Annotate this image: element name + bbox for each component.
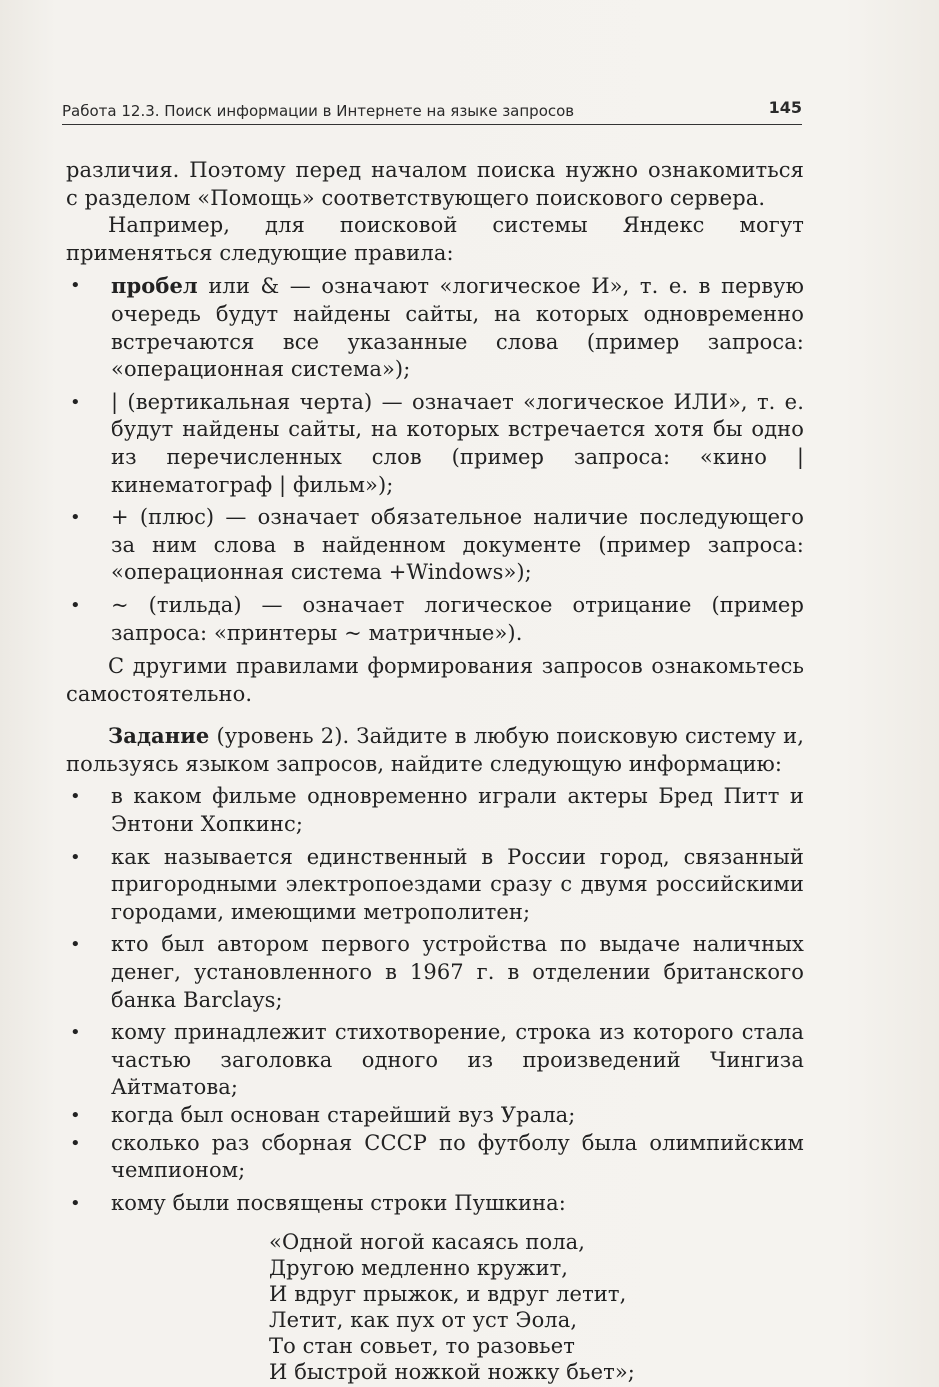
bullet-icon: • <box>70 846 81 868</box>
example-paragraph: Например, для поисковой системы Яндекс могут применяться следующие правила: <box>66 213 804 265</box>
question-item <box>66 1190 804 1218</box>
question-item <box>66 1019 804 1102</box>
question-item <box>66 1102 804 1130</box>
bullet-icon: • <box>70 786 81 808</box>
bullet-icon: • <box>70 934 81 956</box>
rule-text: | (вертикальная черта) — означает «логическое ИЛИ», т. е. будут найдены сайты, на которых встречается хотя бы одно из перечисленных слов (пример запроса: «кино | кинематограф | фильм»); <box>111 389 804 497</box>
rule-item <box>66 272 804 383</box>
task-label: Задание <box>108 723 210 749</box>
question-item <box>66 844 804 927</box>
poem-line: «Одной ногой касаясь пола, <box>269 1230 586 1255</box>
poem-line: Летит, как пух от уст Эола, <box>269 1308 578 1333</box>
bullet-icon: • <box>70 594 81 616</box>
rule-text: или & — означают «логическое И», т. е. в первую очередь будут найдены сайты, на которых одновременно встречаются все указанные слова (пример запроса: «операционная система»); <box>111 274 804 382</box>
question-text: кто был автором первого устройства по выдаче наличных денег, установленного в 1967 г. в отделении британского банка Barclays; <box>111 932 804 1012</box>
rule-item <box>66 504 804 587</box>
question-text: кому были посвящены строки Пушкина: <box>111 1190 566 1215</box>
question-text: в каком фильме одновременно играли актеры Бред Питт и Энтони Хопкинс; <box>111 784 804 837</box>
question-text: как называется единственный в России город, связанный пригородными электропоездами сразу с двумя российскими городами, имеющими метрополитен; <box>111 844 804 924</box>
question-item <box>66 783 804 838</box>
poem-line: То стан совьет, то разовьет <box>269 1334 575 1359</box>
poem-quote <box>66 1229 804 1385</box>
poem-line: И вдруг прыжок, и вдруг летит, <box>269 1282 627 1307</box>
intro-paragraph: различия. Поэтому перед началом поиска нужно ознакомиться с разделом «Помощь» соответствующего поискового сервера. <box>66 158 804 210</box>
question-text: кому принадлежит стихотворение, строка из которого стала частью заголовка одного из произведений Чингиза Айтматова; <box>111 1020 804 1100</box>
task-text: (уровень 2). Зайдите в любую поисковую систему и, пользуясь языком запросов, найдите следующую информацию: <box>66 724 804 776</box>
rule-text: + (плюс) — означает обязательное наличие последующего за ним слова в найденном документе (пример запроса: «операционная система +Windows»); <box>111 505 804 585</box>
poem-line: И быстрой ножкой ножку бьет»; <box>269 1360 635 1385</box>
rule-text: ~ (тильда) — означает логическое отрицание (пример запроса: «принтеры ~ матричные»). <box>111 592 804 645</box>
page-number: 145 <box>768 98 802 117</box>
bullet-icon: • <box>70 275 81 297</box>
bullet-icon: • <box>70 1022 81 1044</box>
closing-paragraph: С другими правилами формирования запросов ознакомьтесь самостоятельно. <box>66 654 804 706</box>
bullet-icon: • <box>70 1192 81 1214</box>
bullet-icon: • <box>70 1105 81 1126</box>
rules-list <box>66 272 804 647</box>
running-title: Работа 12.3. Поиск информации в Интернете на языке запросов <box>62 102 575 120</box>
rule-term: пробел <box>111 273 198 299</box>
question-item <box>66 931 804 1014</box>
bullet-icon: • <box>70 391 81 413</box>
task-paragraph <box>66 722 804 778</box>
rule-item <box>66 592 804 647</box>
rule-item <box>66 389 804 499</box>
question-item <box>66 1130 804 1185</box>
page-body <box>66 157 804 1385</box>
bullet-icon: • <box>70 507 81 529</box>
poem-line: Другою медленно кружит, <box>269 1256 569 1281</box>
bullet-icon: • <box>70 1132 81 1154</box>
question-text: когда был основан старейший вуз Урала; <box>111 1103 576 1127</box>
page-header <box>62 98 802 125</box>
question-text: сколько раз сборная СССР по футболу была олимпийским чемпионом; <box>111 1130 804 1183</box>
questions-list <box>66 783 804 1217</box>
